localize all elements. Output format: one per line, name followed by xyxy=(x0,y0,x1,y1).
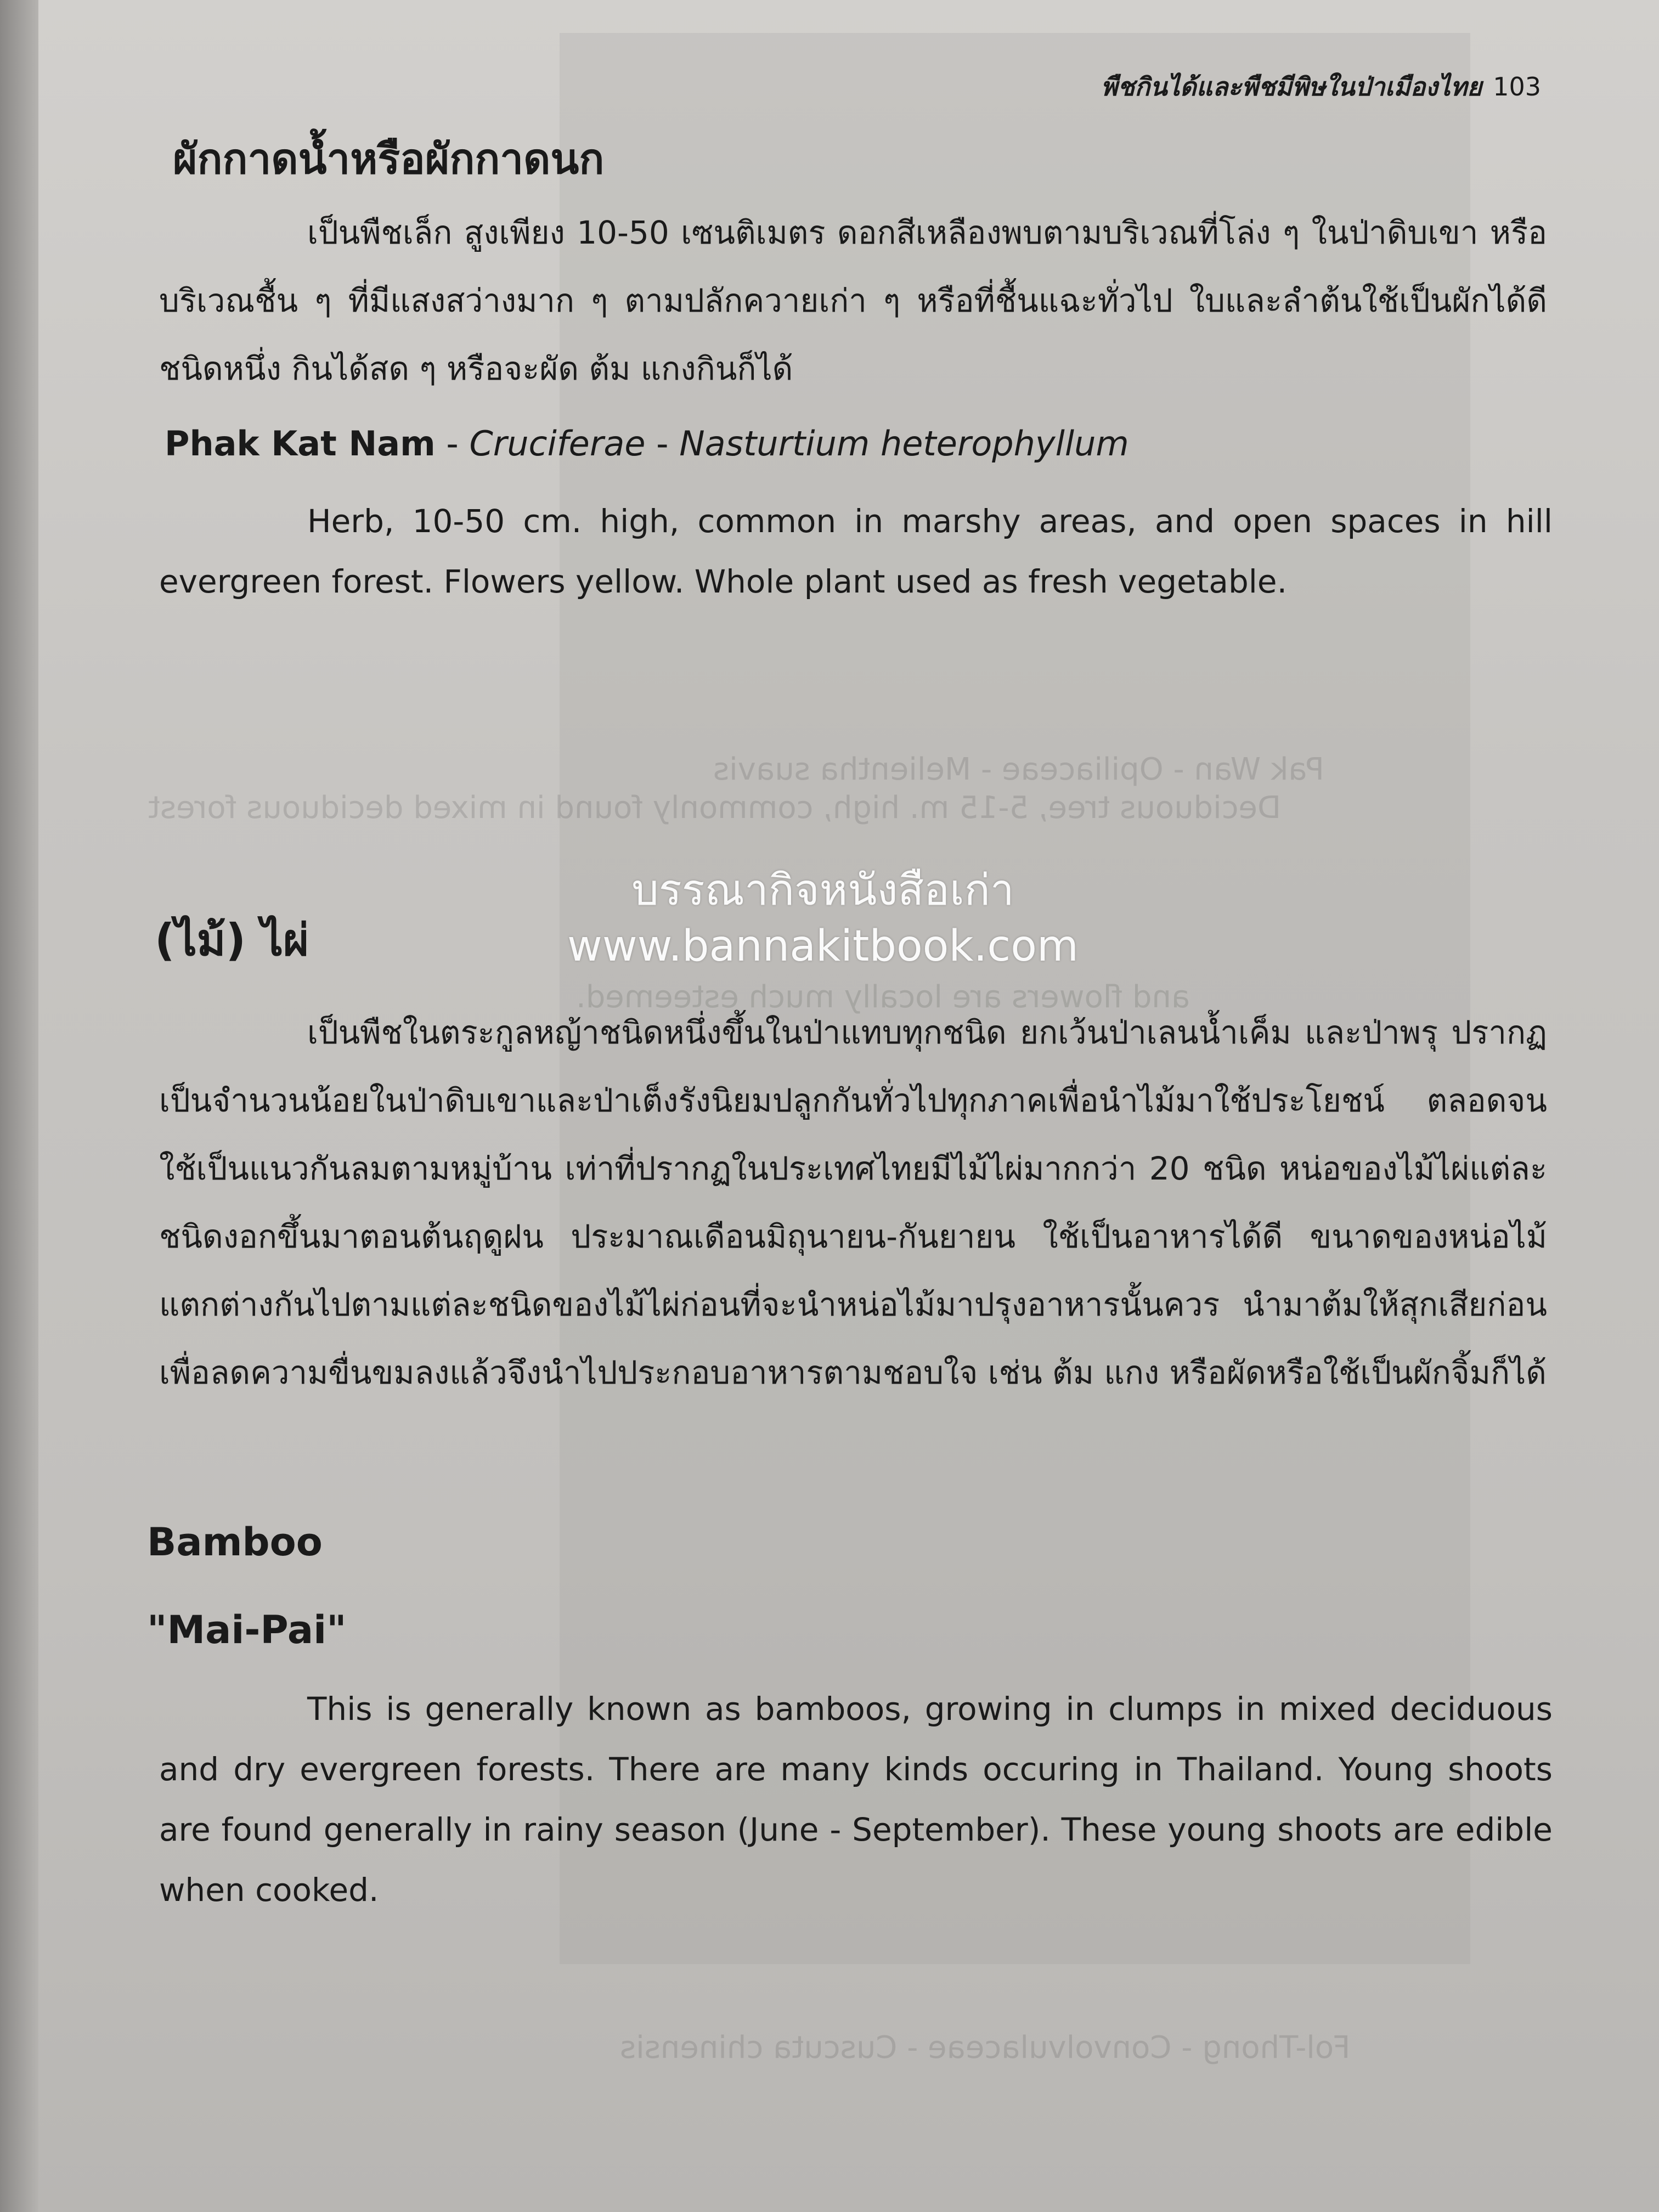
running-header xyxy=(1101,67,1541,107)
entry1-scientific-heading xyxy=(165,424,1129,464)
entry1-english-paragraph: Herb, 10-50 cm. high, common in marshy areas, and open spaces in hill evergreen forest. Flowers yellow. Whole plant used as fresh vegetable. xyxy=(159,503,1553,600)
entry1-species: Nasturtium heterophyllum xyxy=(679,424,1129,464)
entry1-thai-title: ผักกาดน้ำหรือผักกาดนก xyxy=(173,134,605,183)
entry2-thai-title: (ไม้) ไผ่ xyxy=(155,915,309,966)
bleed-through-line: Pak Wan - Opiliaceae - Melientha suavis xyxy=(713,752,1324,787)
entry1-common-name: Phak Kat Nam xyxy=(165,424,436,464)
page-number: 103 xyxy=(1493,72,1541,101)
separator: - xyxy=(435,424,470,464)
separator: - xyxy=(645,424,680,464)
watermark-url: www.bannakitbook.com xyxy=(567,922,1079,971)
bleed-through-line: Fol-Thong - Convolvulaceae - Cuscuta chinensis xyxy=(620,2030,1351,2066)
entry2-thai-paragraph: เป็นพืชในตระกูลหญ้าชนิดหนึ่งขึ้นในป่าแทบทุกชนิด ยกเว้นป่าเลนน้ำเค็ม และป่าพรุ ปรากฏเป็นจำนวนน้อยในป่าดิบเขาและป่าเต็งรังนิยมปลูกกันทั่วไปทุกภาคเพื่อนำไม้มาใช้ประโยชน์ ตลอดจนใช้เป็นแนวกันลมตามหมู่บ้าน เท่าที่ปรากฏในประเทศไทยมีไม้ไผ่มากกว่า 20 ชนิด หน่อของไม้ไผ่แต่ละชนิดงอกขึ้นมาตอนต้นฤดูฝน ประมาณเดือนมิถุนายน-กันยายน ใช้เป็นอาหารได้ดี ขนาดของหน่อไม้แตกต่างกันไปตามแต่ละชนิดของไม้ไผ่ก่อนที่จะนำหน่อไม้มาปรุงอาหารนั้นควร นำมาต้มให้สุกเสียก่อน เพื่อลดความขื่นขมลงแล้วจึงนำไปประกอบอาหารตามชอบใจ เช่น ต้ม แกง หรือผัดหรือใช้เป็นผักจิ้มก็ได้ xyxy=(159,1014,1547,1391)
entry2-local-name: "Mai-Pai" xyxy=(147,1607,347,1652)
binding-shadow xyxy=(0,0,38,2212)
entry2-english-paragraph: This is generally known as bamboos, growing in clumps in mixed deciduous and dry evergreen forests. There are many kinds occuring in Thailand. Young shoots are found generally in rainy season (June - September). These young shoots are edible when cooked. xyxy=(159,1690,1553,1909)
entry2-english-title: Bamboo xyxy=(147,1520,323,1565)
entry1-thai-paragraph: เป็นพืชเล็ก สูงเพียง 10-50 เซนติเมตร ดอกสีเหลืองพบตามบริเวณที่โล่ง ๆ ในป่าดิบเขา หรือบริเวณชื้น ๆ ที่มีแสงสว่างมาก ๆ ตามปลักควายเก่า ๆ หรือที่ชื้นแฉะทั่วไป ใบและลำต้นใช้เป็นผักได้ดีชนิดหนึ่ง กินได้สด ๆ หรือจะผัด ต้ม แกงกินก็ได้ xyxy=(159,214,1547,387)
bleed-through-line: and flowers are locally much esteemed. xyxy=(576,979,1190,1015)
watermark-name: บรรณากิจหนังสือเก่า xyxy=(631,866,1014,915)
running-title: พืชกินได้และพืชมีพิษในป่าเมืองไทย xyxy=(1101,72,1482,101)
entry1-family: Cruciferae xyxy=(469,424,646,464)
bleed-through-line: Deciduous tree, 5-15 m. high, commonly found in mixed deciduous forest xyxy=(148,790,1282,826)
